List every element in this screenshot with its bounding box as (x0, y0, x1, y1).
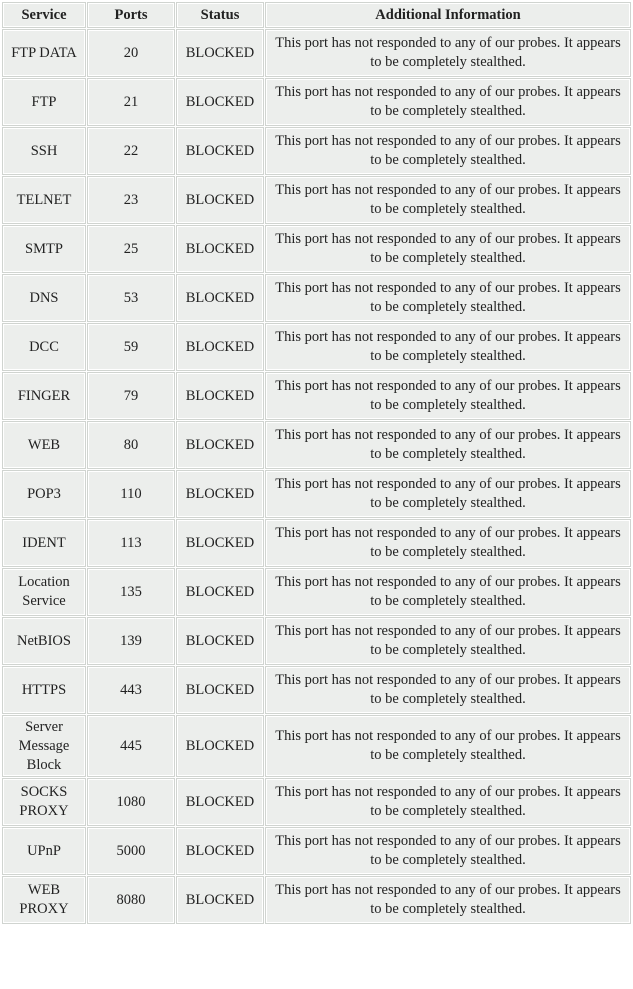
service-cell: UPnP (3, 828, 85, 874)
info-cell: This port has not responded to any of our probes. It appears to be completely stealthed. (266, 779, 630, 825)
port-cell: 445 (88, 716, 174, 776)
port-cell: 110 (88, 471, 174, 517)
port-cell: 53 (88, 275, 174, 321)
table-row (3, 716, 630, 776)
info-cell: This port has not responded to any of our probes. It appears to be completely stealthed. (266, 471, 630, 517)
status-cell: BLOCKED (177, 275, 263, 321)
status-cell: BLOCKED (177, 324, 263, 370)
info-cell: This port has not responded to any of our probes. It appears to be completely stealthed. (266, 177, 630, 223)
service-cell: IDENT (3, 520, 85, 566)
info-cell: This port has not responded to any of our probes. It appears to be completely stealthed. (266, 275, 630, 321)
table-row (3, 569, 630, 615)
table-row (3, 520, 630, 566)
status-cell: BLOCKED (177, 667, 263, 713)
status-cell: BLOCKED (177, 779, 263, 825)
table-row (3, 422, 630, 468)
service-cell: WEB PROXY (3, 877, 85, 923)
table-row (3, 877, 630, 923)
info-cell: This port has not responded to any of our probes. It appears to be completely stealthed. (266, 373, 630, 419)
status-cell: BLOCKED (177, 877, 263, 923)
status-cell: BLOCKED (177, 618, 263, 664)
info-cell: This port has not responded to any of our probes. It appears to be completely stealthed. (266, 520, 630, 566)
info-cell: This port has not responded to any of our probes. It appears to be completely stealthed. (266, 877, 630, 923)
status-cell: BLOCKED (177, 471, 263, 517)
table-row (3, 667, 630, 713)
service-cell: DNS (3, 275, 85, 321)
status-cell: BLOCKED (177, 520, 263, 566)
service-cell: SSH (3, 128, 85, 174)
status-cell: BLOCKED (177, 30, 263, 76)
service-cell: FTP DATA (3, 30, 85, 76)
port-cell: 21 (88, 79, 174, 125)
header-status: Status (177, 3, 263, 27)
table-row (3, 373, 630, 419)
table-row (3, 30, 630, 76)
port-cell: 139 (88, 618, 174, 664)
table-header-row (3, 3, 630, 27)
info-cell: This port has not responded to any of our probes. It appears to be completely stealthed. (266, 324, 630, 370)
service-cell: NetBIOS (3, 618, 85, 664)
info-cell: This port has not responded to any of our probes. It appears to be completely stealthed. (266, 30, 630, 76)
service-cell: SMTP (3, 226, 85, 272)
port-cell: 22 (88, 128, 174, 174)
port-cell: 113 (88, 520, 174, 566)
status-cell: BLOCKED (177, 828, 263, 874)
info-cell: This port has not responded to any of our probes. It appears to be completely stealthed. (266, 828, 630, 874)
port-cell: 1080 (88, 779, 174, 825)
port-cell: 5000 (88, 828, 174, 874)
header-service: Service (3, 3, 85, 27)
table-row (3, 471, 630, 517)
service-cell: HTTPS (3, 667, 85, 713)
info-cell: This port has not responded to any of our probes. It appears to be completely stealthed. (266, 716, 630, 776)
table-row (3, 128, 630, 174)
info-cell: This port has not responded to any of our probes. It appears to be completely stealthed. (266, 618, 630, 664)
info-cell: This port has not responded to any of our probes. It appears to be completely stealthed. (266, 569, 630, 615)
service-cell: DCC (3, 324, 85, 370)
port-cell: 25 (88, 226, 174, 272)
table-row (3, 79, 630, 125)
port-cell: 79 (88, 373, 174, 419)
table-row (3, 226, 630, 272)
service-cell: WEB (3, 422, 85, 468)
info-cell: This port has not responded to any of our probes. It appears to be completely stealthed. (266, 422, 630, 468)
table-row (3, 177, 630, 223)
port-cell: 20 (88, 30, 174, 76)
table-row (3, 324, 630, 370)
info-cell: This port has not responded to any of our probes. It appears to be completely stealthed. (266, 667, 630, 713)
service-cell: FINGER (3, 373, 85, 419)
info-cell: This port has not responded to any of our probes. It appears to be completely stealthed. (266, 226, 630, 272)
status-cell: BLOCKED (177, 716, 263, 776)
service-cell: TELNET (3, 177, 85, 223)
service-cell: Location Service (3, 569, 85, 615)
status-cell: BLOCKED (177, 79, 263, 125)
table-row (3, 618, 630, 664)
status-cell: BLOCKED (177, 177, 263, 223)
status-cell: BLOCKED (177, 373, 263, 419)
service-cell: SOCKS PROXY (3, 779, 85, 825)
table-row (3, 779, 630, 825)
port-cell: 135 (88, 569, 174, 615)
port-cell: 443 (88, 667, 174, 713)
port-cell: 59 (88, 324, 174, 370)
header-ports: Ports (88, 3, 174, 27)
table-row (3, 275, 630, 321)
header-additional-information: Additional Information (266, 3, 630, 27)
status-cell: BLOCKED (177, 422, 263, 468)
info-cell: This port has not responded to any of our probes. It appears to be completely stealthed. (266, 128, 630, 174)
table-row (3, 828, 630, 874)
service-cell: FTP (3, 79, 85, 125)
status-cell: BLOCKED (177, 569, 263, 615)
port-cell: 8080 (88, 877, 174, 923)
table-body (3, 30, 630, 923)
service-cell: POP3 (3, 471, 85, 517)
status-cell: BLOCKED (177, 226, 263, 272)
service-cell: Server Message Block (3, 716, 85, 776)
info-cell: This port has not responded to any of our probes. It appears to be completely stealthed. (266, 79, 630, 125)
port-cell: 23 (88, 177, 174, 223)
port-cell: 80 (88, 422, 174, 468)
status-cell: BLOCKED (177, 128, 263, 174)
